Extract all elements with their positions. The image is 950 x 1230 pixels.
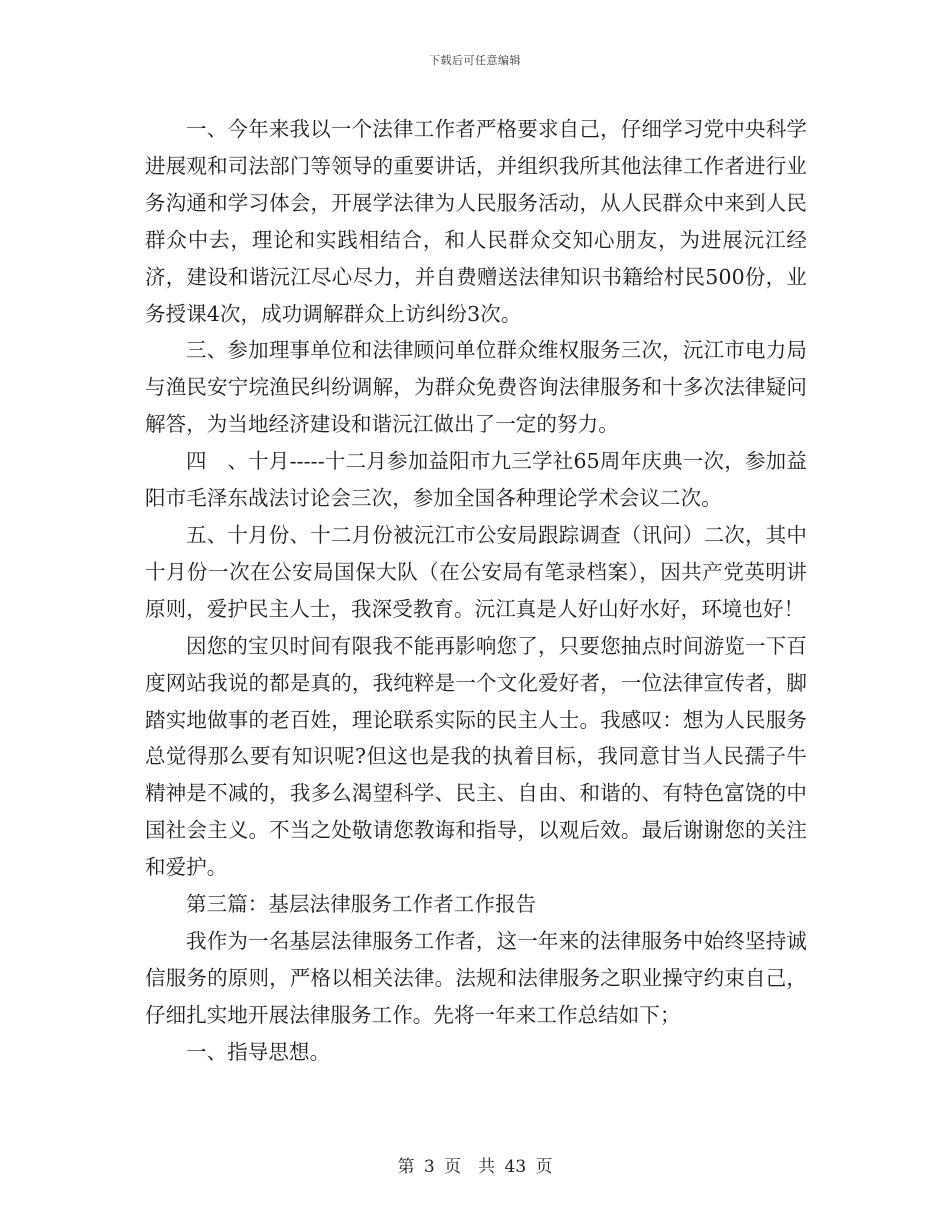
footer-page-total: 43 — [504, 1157, 527, 1177]
article-heading: 第三篇：基层法律服务工作者工作报告 — [186, 892, 537, 917]
footer-page-number: 3 — [423, 1157, 435, 1177]
paragraph-guiding-ideology: 一、指导思想。 — [186, 1039, 331, 1064]
page-footer — [0, 1152, 950, 1177]
paragraph-section-five: 五、十月份、十二月份被沅江市公安局跟踪调查（讯问）二次，其中十月份一次在公安局国保大队（在公安局有笔录档案），因共产党英明讲原则，爱护民主人士，我深受教育。沅江真是人好山好水好，环境也好！ — [145, 522, 807, 621]
footer-page-prefix: 第 — [397, 1157, 415, 1177]
paragraph-section-one: 一、今年来我以一个法律工作者严格要求自己，仔细学习党中央科学进展观和司法部门等领导的重要讲话，并组织我所其他法律工作者进行业务沟通和学习体会，开展学法律为人民服务活动，从人民群众中来到人民群众中去，理论和实践相结合，和人民群众交知心朋友，为进展沅江经济，建设和谐沅江尽心尽力，并自费赠送法律知识书籍给村民500份，业务授课4次，成功调解群众上访纠纷3次。 — [145, 117, 807, 326]
header-note: 下载后可任意编辑 — [429, 54, 521, 67]
paragraph-introduction: 我作为一名基层法律服务工作者，这一年来的法律服务中始终坚持诚信服务的原则，严格以相关法律。法规和法律服务之职业操守约束自己，仔细扎实地开展法律服务工作。先将一年来工作总结如下； — [145, 928, 807, 1027]
paragraph-section-four: 四 、十月-----十二月参加益阳市九三学社65周年庆典一次，参加益阳市毛泽东战法讨论会三次，参加全国各种理论学术会议二次。 — [145, 449, 807, 511]
footer-page-mid: 页 共 — [444, 1157, 496, 1177]
paragraph-closing: 因您的宝贝时间有限我不能再影响您了，只要您抽点时间游览一下百度网站我说的都是真的，我纯粹是一个文化爱好者，一位法律宣传者，脚踏实地做事的老百姓，理论联系实际的民主人士。我感叹：想为人民服务总觉得那么要有知识呢?但这也是我的执着目标，我同意甘当人民孺子牛精神是不减的，我多么渴望科学、民主、自由、和谐的、有特色富饶的中国社会主义。不当之处敬请您教诲和指导，以观后效。最后谢谢您的关注和爱护。 — [145, 633, 807, 880]
document-body — [145, 111, 807, 1071]
paragraph-section-three: 三、参加理事单位和法律顾问单位群众维权服务三次，沅江市电力局与渔民安宁垸渔民纠纷调解，为群众免费咨询法律服务和十多次法律疑问解答，为当地经济建设和谐沅江做出了一定的努力。 — [145, 338, 807, 437]
footer-page-suffix: 页 — [535, 1157, 553, 1177]
